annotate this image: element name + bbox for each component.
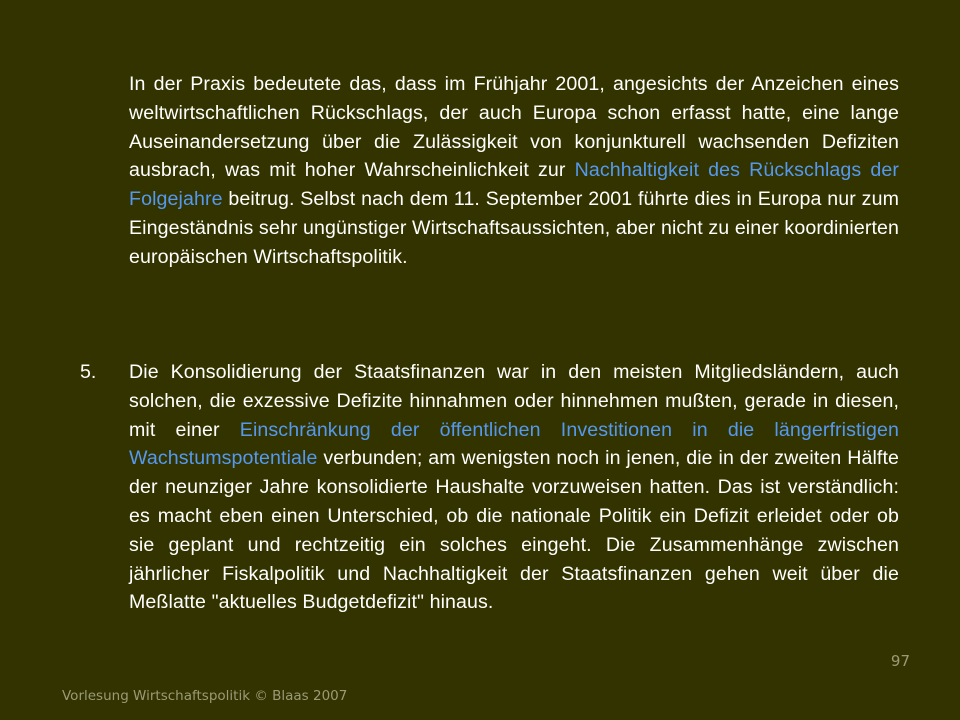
paragraph-praxis xyxy=(129,70,899,272)
highlighted-text: Nachhaltigkeit des Rückschlags der Folgejahre xyxy=(129,159,899,211)
list-item-5 xyxy=(129,358,899,617)
paragraph-text: In der Praxis bedeutete das, dass im Frühjahr 2001, angesichts der Anzeichen eines weltwirtschaftlichen Rückschlags, der auch Europa schon erfasst hatte, eine lange Auseinandersetzung über die Zulässigkeit von konjunkturell wachsenden Defiziten ausbrach, was mit hoher Wahrscheinlichkeit zur xyxy=(129,73,899,182)
list-number: 5. xyxy=(80,361,97,383)
footer-caption: Vorlesung Wirtschaftspolitik © Blaas 2007 xyxy=(62,688,348,704)
paragraph-text: verbunden; am wenigsten noch in jenen, die in der zweiten Hälfte der neunziger Jahre konsolidierte Haushalte vorzuweisen hatten. Das ist verständlich: es macht eben einen Unterschied, ob die nationale Politik ein Defizit erleidet oder ob sie geplant und rechtzeitig ein solches eingeht. Die Zusammenhänge zwischen jährlicher Fiskalpolitik und Nachhaltigkeit der Staatsfinanzen gehen weit über die Meßlatte "aktuelles Budgetdefizit" hinaus. xyxy=(129,447,899,614)
highlighted-text: Einschränkung der öffentlichen Investitionen in die längerfristigen Wachstumspotentiale xyxy=(129,418,900,470)
page-number: 97 xyxy=(890,652,910,670)
paragraph-text: Die Konsolidierung der Staatsfinanzen war in den meisten Mitgliedsländern, auch solchen, die exzessive Defizite hinnahmen oder hinnehmen mußten, gerade in diesen, mit einer xyxy=(129,361,899,441)
paragraph-text: beitrug. Selbst nach dem 11. September 2001 führte dies in Europa nur zum Eingeständnis sehr ungünstiger Wirtschaftsaussichten, aber nicht zu einer koordinierten europäischen Wirtschaftspolitik. xyxy=(129,188,900,268)
